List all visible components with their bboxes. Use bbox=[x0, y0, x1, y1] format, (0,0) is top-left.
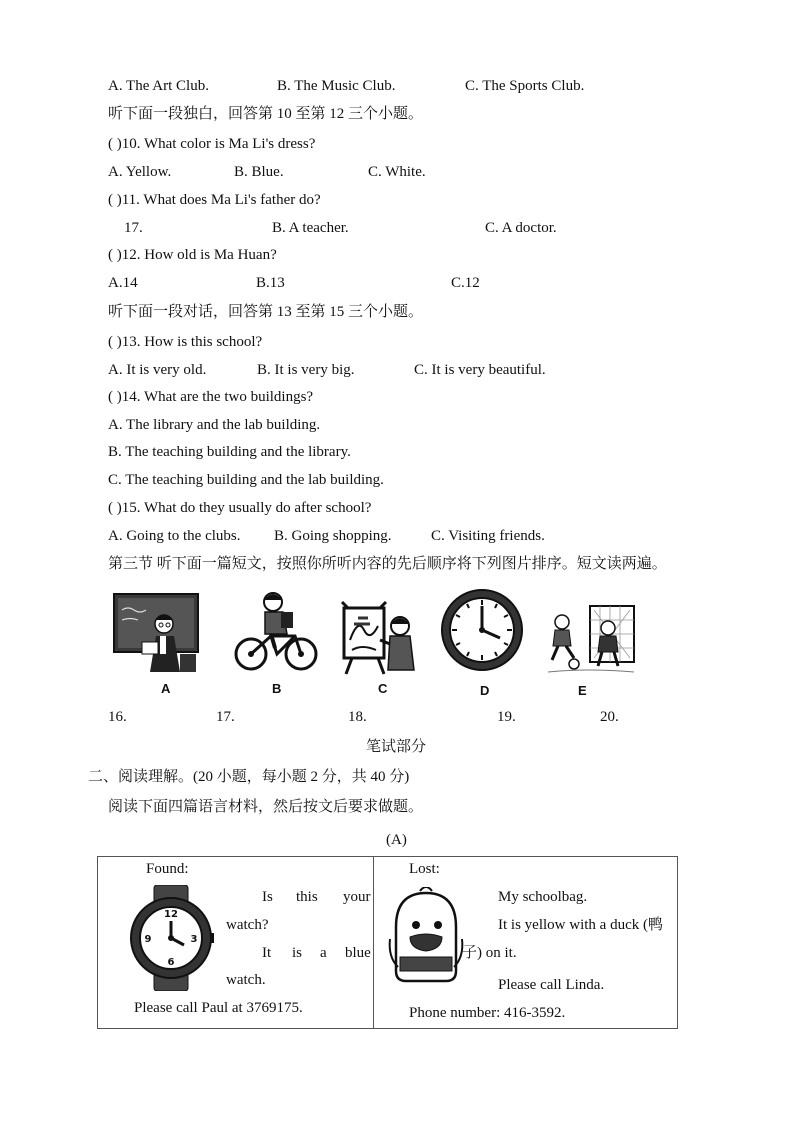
q15-question: ( )15. What do they usually do after school? bbox=[108, 500, 372, 516]
lost-line-1: My schoolbag. bbox=[498, 889, 588, 905]
answer-number-16: 16. bbox=[108, 709, 127, 725]
svg-text:12: 12 bbox=[164, 909, 178, 920]
q12-option-a: A.14 bbox=[108, 275, 138, 291]
q9-option-b: B. The Music Club. bbox=[277, 78, 396, 94]
clock-picture bbox=[440, 586, 524, 674]
q10-option-a: A. Yellow. bbox=[108, 164, 172, 180]
svg-text:3: 3 bbox=[190, 934, 198, 945]
q12-option-b: B.13 bbox=[256, 275, 285, 291]
found-text-is2: is bbox=[292, 945, 303, 961]
q11-question: ( )11. What does Ma Li's father do? bbox=[108, 192, 321, 208]
watch-picture bbox=[128, 885, 214, 991]
answer-number-20: 20. bbox=[600, 709, 619, 725]
svg-text:9: 9 bbox=[144, 934, 152, 945]
q14-option-b: B. The teaching building and the library. bbox=[108, 444, 351, 460]
found-text-watch2: watch. bbox=[226, 972, 266, 988]
q15-option-b: B. Going shopping. bbox=[274, 528, 392, 544]
found-text-this: this bbox=[296, 889, 318, 905]
found-lost-table bbox=[97, 856, 678, 1029]
picture-label-d: D bbox=[480, 683, 490, 698]
picture-label-e: E bbox=[578, 683, 587, 698]
found-text-a: a bbox=[320, 945, 327, 961]
svg-text:6: 6 bbox=[167, 957, 175, 968]
q13-option-b: B. It is very big. bbox=[257, 362, 355, 378]
boy-bicycle-picture bbox=[233, 590, 319, 674]
lost-line-4: Please call Linda. bbox=[498, 977, 605, 993]
answer-number-18: 18. bbox=[348, 709, 367, 725]
written-part-heading: 笔试部分 bbox=[366, 739, 427, 755]
q10-option-c: C. White. bbox=[368, 164, 426, 180]
passage-label: (A) bbox=[386, 832, 407, 848]
found-text-is: Is bbox=[262, 889, 273, 905]
section3-instruction: 第三节 听下面一篇短文，按照你所听内容的先后顺序将下列图片排序。短文读两遍。 bbox=[108, 556, 667, 572]
q15-option-a: A. Going to the clubs. bbox=[108, 528, 241, 544]
q9-option-c: C. The Sports Club. bbox=[465, 78, 585, 94]
picture-label-b: B bbox=[272, 681, 282, 696]
q14-option-a: A. The library and the lab building. bbox=[108, 417, 321, 433]
q14-option-c: C. The teaching building and the lab building. bbox=[108, 472, 384, 488]
lost-title: Lost: bbox=[409, 861, 440, 877]
found-text-your: your bbox=[343, 889, 371, 905]
q11-option-c: C. A doctor. bbox=[485, 220, 557, 236]
q12-question: ( )12. How old is Ma Huan? bbox=[108, 247, 277, 263]
found-contact: Please call Paul at 3769175. bbox=[134, 1000, 303, 1016]
reading-section-heading: 二、阅读理解。(20 小题，每小题 2 分，共 40 分) bbox=[88, 769, 410, 785]
q9-option-a: A. The Art Club. bbox=[108, 78, 209, 94]
q10-option-b: B. Blue. bbox=[234, 164, 284, 180]
found-text-watch: watch? bbox=[226, 917, 269, 933]
table-divider bbox=[373, 857, 374, 1028]
q10-question: ( )10. What color is Ma Li's dress? bbox=[108, 136, 316, 152]
lost-line-2: It is yellow with a duck (鸭 bbox=[498, 917, 663, 933]
lost-line-3: 子) on it. bbox=[462, 945, 517, 961]
q13-question: ( )13. How is this school? bbox=[108, 334, 263, 350]
lost-phone: Phone number: 416-3592. bbox=[409, 1005, 566, 1021]
q14-question: ( )14. What are the two buildings? bbox=[108, 389, 314, 405]
boy-painting-picture bbox=[338, 600, 418, 676]
answer-number-17: 17. bbox=[216, 709, 235, 725]
found-text-it: It bbox=[262, 945, 272, 961]
answer-number-19: 19. bbox=[497, 709, 516, 725]
football-picture bbox=[544, 600, 636, 676]
q13-option-a: A. It is very old. bbox=[108, 362, 207, 378]
found-title: Found: bbox=[146, 861, 189, 877]
section-monologue-instruction: 听下面一段独白，回答第 10 至第 12 三个小题。 bbox=[108, 106, 424, 122]
q15-option-c: C. Visiting friends. bbox=[431, 528, 545, 544]
q12-option-c: C.12 bbox=[451, 275, 480, 291]
section-dialogue-instruction: 听下面一段对话，回答第 13 至第 15 三个小题。 bbox=[108, 304, 424, 320]
q11-option-b: B. A teacher. bbox=[272, 220, 349, 236]
q11-option-a: 17. bbox=[124, 220, 143, 236]
q13-option-c: C. It is very beautiful. bbox=[414, 362, 546, 378]
duck-schoolbag-picture bbox=[386, 887, 466, 985]
picture-label-a: A bbox=[161, 681, 171, 696]
found-text-blue: blue bbox=[345, 945, 371, 961]
teacher-blackboard-picture bbox=[112, 592, 202, 674]
reading-instruction: 阅读下面四篇语言材料，然后按文后要求做题。 bbox=[108, 799, 424, 815]
picture-label-c: C bbox=[378, 681, 388, 696]
